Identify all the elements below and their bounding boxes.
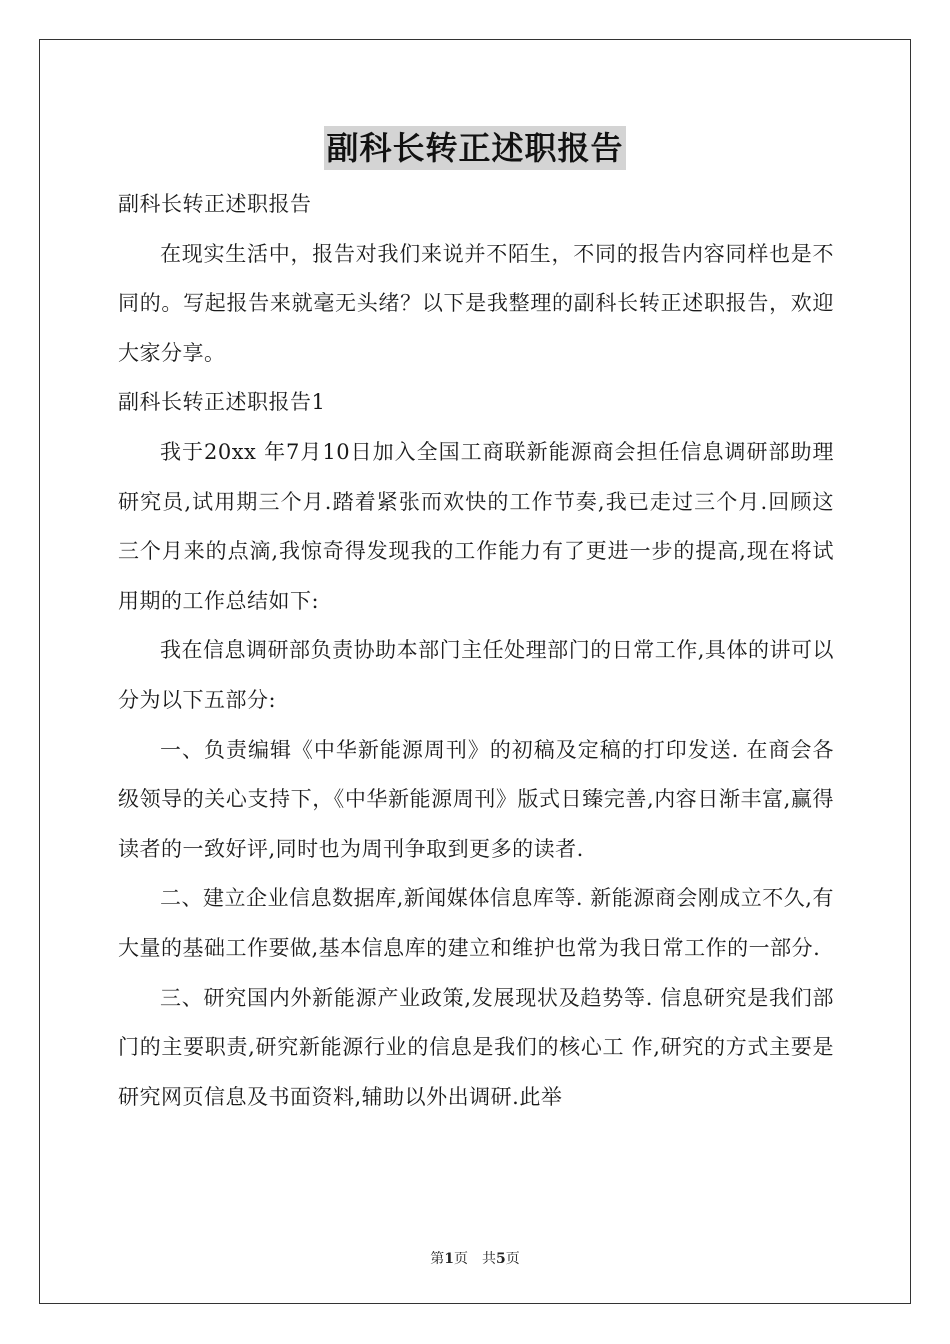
total-prefix: 共 xyxy=(482,1251,496,1267)
page-current: 1 xyxy=(444,1251,454,1267)
subtitle-paragraph: 副科长转正述职报告 xyxy=(118,192,312,216)
body-paragraph: 一、负责编辑《中华新能源周刊》的初稿及定稿的打印发送. 在商会各级领导的关心支持下，《中华新能源周刊》版式日臻完善,内容日渐丰富,赢得读者的一致好评,同时也为周刊争取到更多的读者. xyxy=(118,737,834,861)
page-suffix: 页 xyxy=(454,1251,468,1267)
total-suffix: 页 xyxy=(505,1251,520,1267)
document-body xyxy=(118,180,834,1122)
body-paragraph: 二、建立企业信息数据库,新闻媒体信息库等. 新能源商会刚成立不久,有大量的基础工作要做,基本信息库的建立和维护也常为我日常工作的一部分. xyxy=(118,886,834,960)
page-footer xyxy=(0,1248,950,1268)
document-title: 副科长转正述职报告 xyxy=(324,126,625,170)
body-paragraph: 我在信息调研部负责协助本部门主任处理部门的日常工作,具体的讲可以分为以下五部分: xyxy=(118,638,834,712)
intro-paragraph: 在现实生活中，报告对我们来说并不陌生，不同的报告内容同样也是不同的。写起报告来就毫无头绪？以下是我整理的副科长转正述职报告，欢迎大家分享。 xyxy=(118,241,834,365)
section-heading: 副科长转正述职报告1 xyxy=(118,390,326,415)
page-total: 5 xyxy=(496,1251,506,1267)
body-paragraph: 我于20xx 年7月10日加入全国工商联新能源商会担任信息调研部助理研究员,试用期三个月.踏着紧张而欢快的工作节奏,我已走过三个月.回顾这三个月来的点滴,我惊奇得发现我的工作能力有了更进一步的提高,现在将试用期的工作总结如下: xyxy=(118,439,834,613)
page-prefix: 第 xyxy=(430,1251,445,1267)
body-paragraph: 三、研究国内外新能源产业政策,发展现状及趋势等. 信息研究是我们部门的主要职责,研究新能源行业的信息是我们的核心工 作,研究的方式主要是研究网页信息及书面资料,辅助以外出调研.此举 xyxy=(118,985,834,1109)
title-container xyxy=(0,126,950,170)
